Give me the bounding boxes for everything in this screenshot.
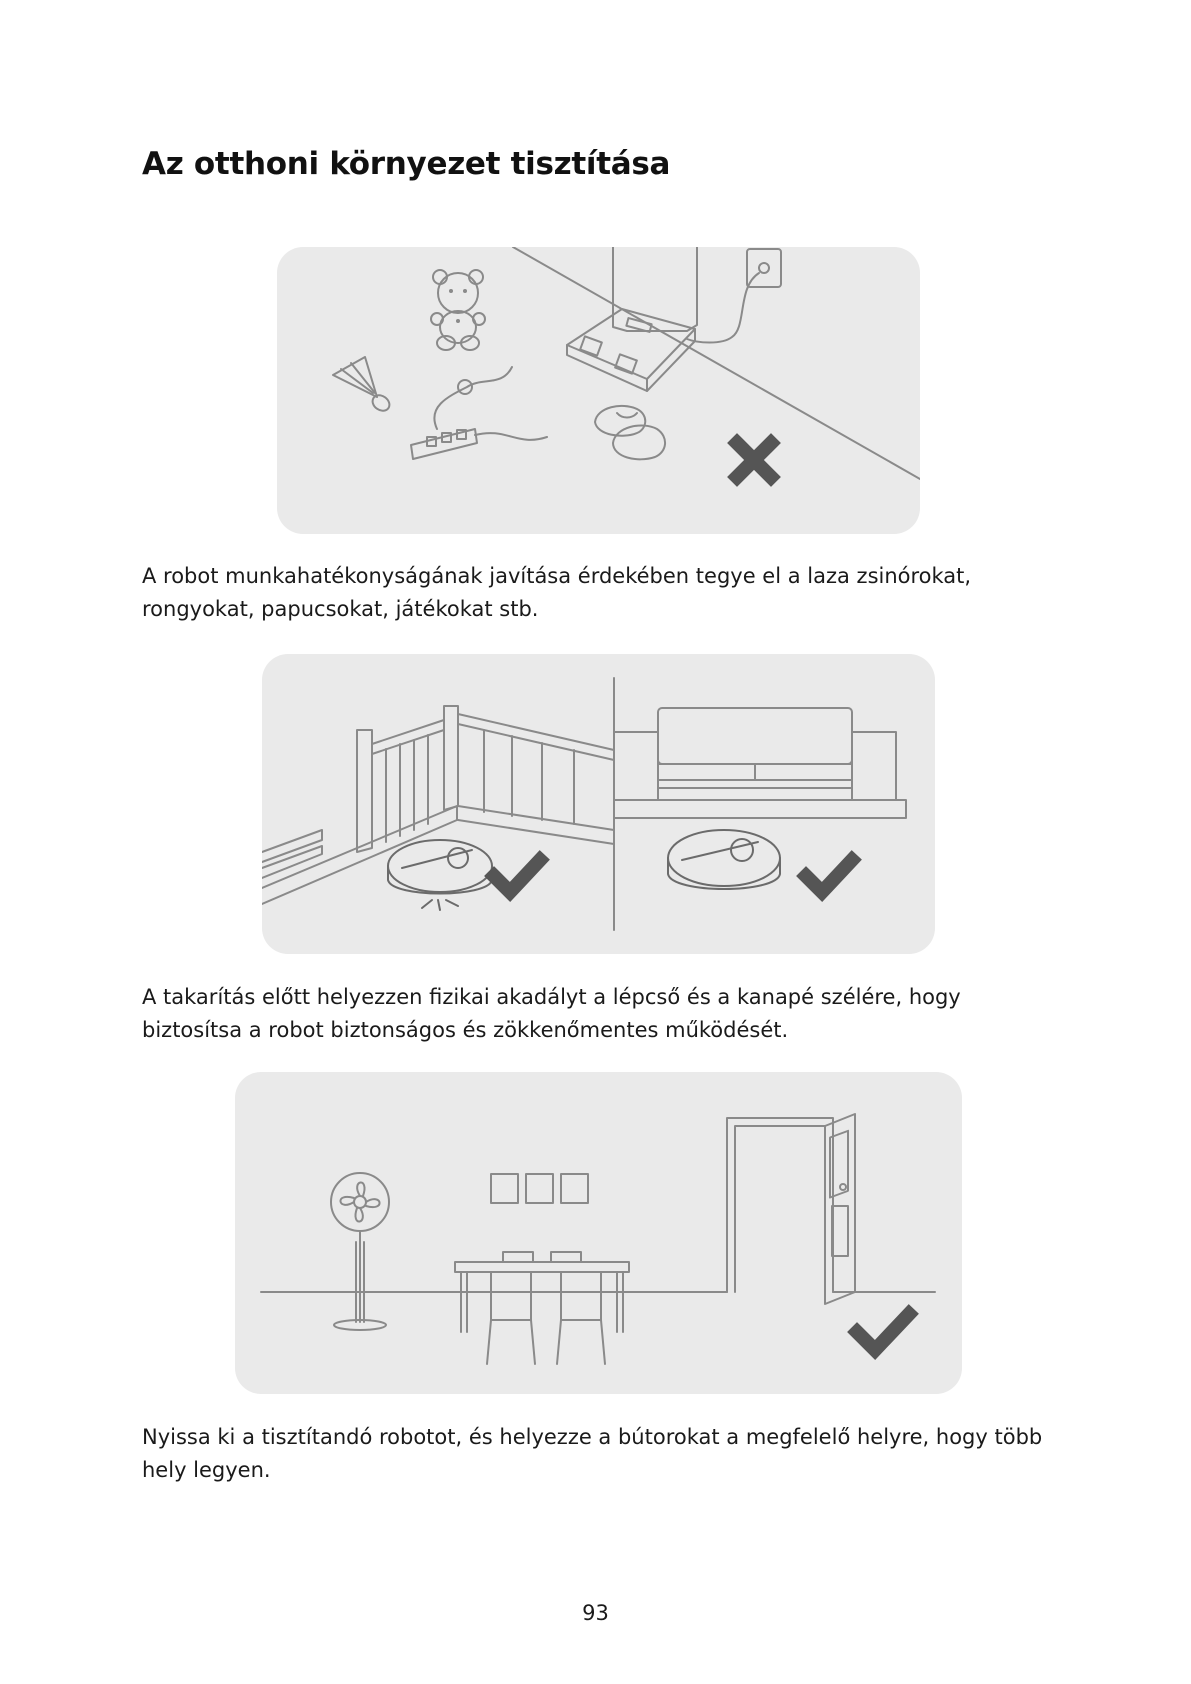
cross-mark-icon (737, 443, 771, 477)
paragraph-furniture: Nyissa ki a tisztítandó robotot, és helyezze a bútorokat a megfelelő helyre, hogy több hely legyen. (142, 1425, 1043, 1482)
chair-icon (557, 1272, 605, 1364)
paragraph-clutter: A robot munkahatékonyságának javítása érdekében tegye el a laza zsinórokat, rongyokat, papucsokat, játékokat stb. (142, 564, 972, 621)
room-illustration (235, 1072, 962, 1394)
paragraph-barriers: A takarítás előtt helyezzen fizikai akadályt a lépcső és a kanapé szélére, hogy biztosítsa a robot biztonságos és zökkenőmentes működését. (142, 985, 961, 1042)
barriers-illustration (262, 654, 935, 954)
sofa-icon (614, 708, 906, 818)
charging-dock-icon (567, 247, 697, 391)
page-number: 93 (582, 1601, 609, 1625)
chair-icon (487, 1272, 535, 1364)
check-mark-icon (857, 1314, 909, 1350)
open-door-icon (727, 1114, 855, 1304)
wall-floor-line (513, 247, 920, 479)
illustration-room-panel (235, 1072, 962, 1394)
stair-railing-icon (262, 706, 614, 904)
illustration-barriers-panel (262, 654, 935, 954)
robot-vacuum-icon (668, 830, 780, 889)
shuttlecock-icon (333, 357, 392, 414)
clutter-illustration (277, 247, 920, 534)
picture-frame (526, 1174, 553, 1203)
picture-frame (491, 1174, 518, 1203)
wall-socket-icon (747, 249, 781, 287)
picture-frame (561, 1174, 588, 1203)
robot-vacuum-icon (388, 840, 492, 910)
slippers-icon (595, 406, 665, 459)
teddy-bear-icon (431, 270, 485, 350)
check-mark-icon (494, 860, 540, 892)
check-mark-icon (806, 860, 852, 892)
power-strip-icon (411, 367, 547, 459)
page-title: Az otthoni környezet tisztítása (142, 146, 671, 182)
illustration-clutter-panel (277, 247, 920, 534)
standing-fan-icon (331, 1173, 389, 1330)
